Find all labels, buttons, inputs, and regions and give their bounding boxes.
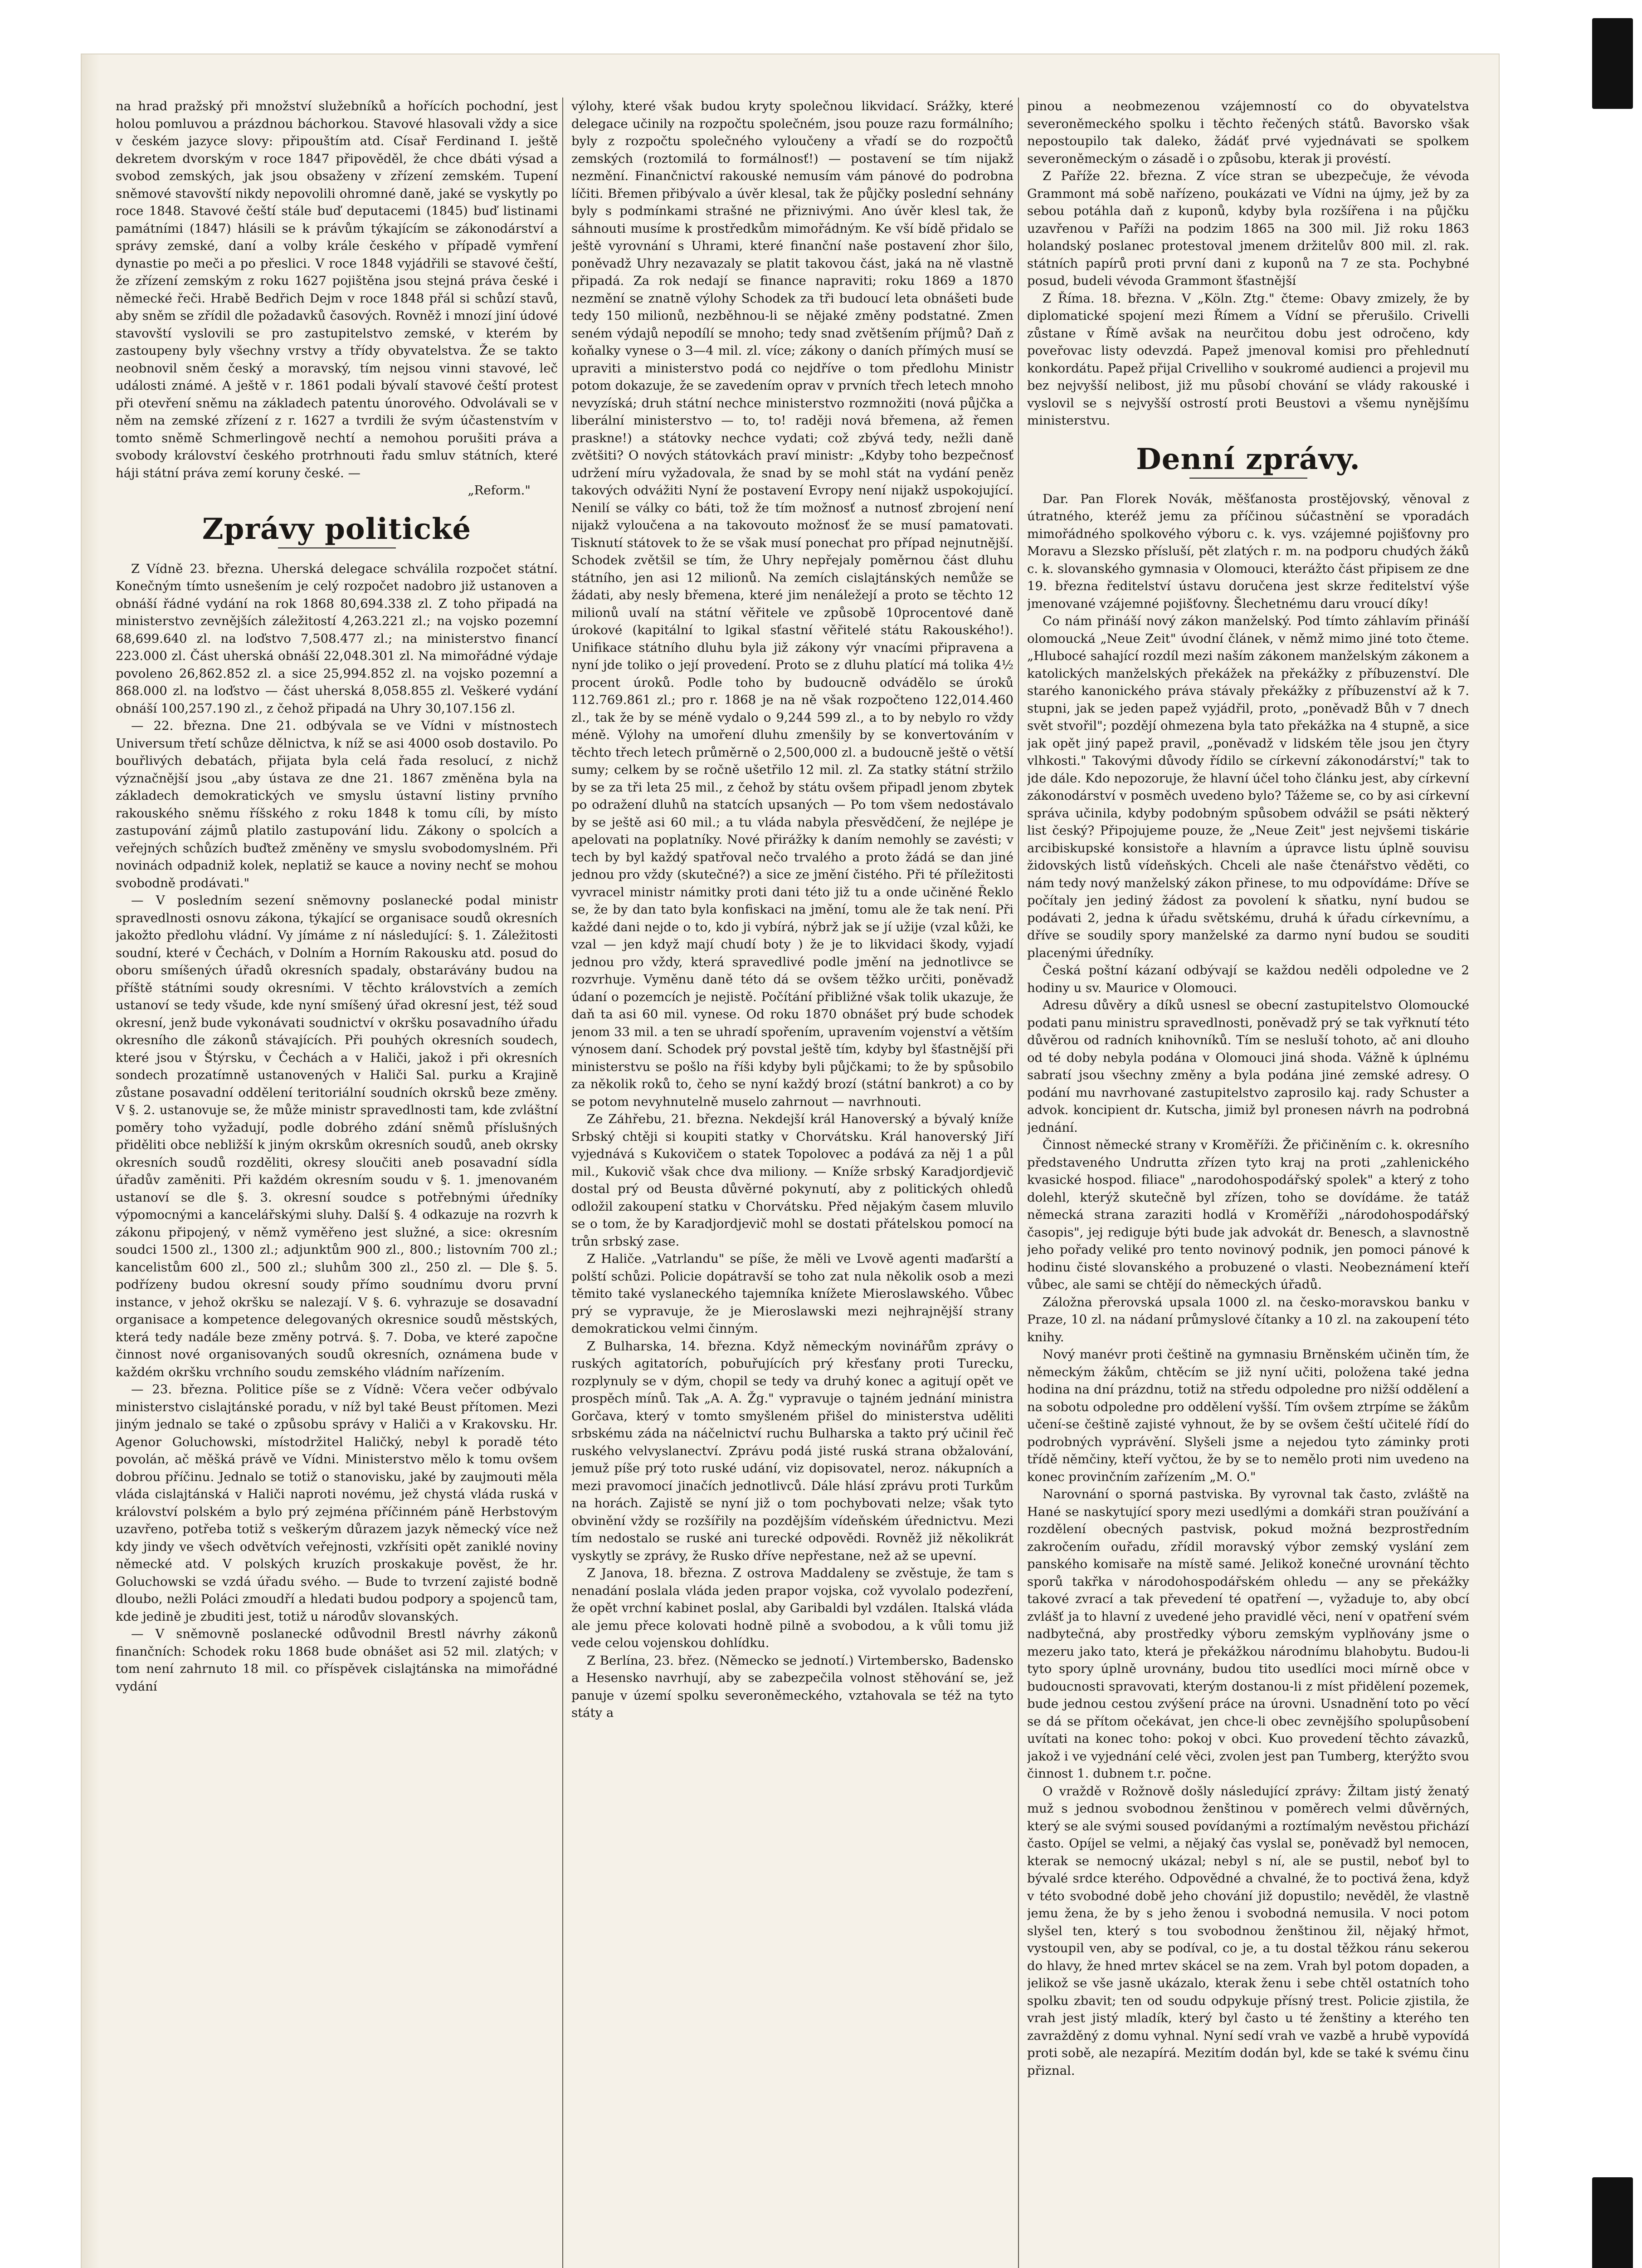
article-bulgaria: Z Bulharska, 14. března. Když německým novinářům zprávy o ruských agitatorích, pobuřujících prý křesťany proti Turecku, rozplynuly se v dým, chopil se tedy va druhý konec a agitují opět ve prospěch mínů. Tak „A. A. Žg." vypravuje o tajném jednání ministra Gorčava, který v tomto smyšleném přišel do ministerstva uděliti srbskému záda na náčelnictví ruchu Bulharska a takto prý učinil řeč ruského velvyslanectví. Zprávu podá jisté ruská strana obžalování, jemuž píše prý toto ruské udání, viz dopisovatel, neroz. nákupních a mezi pravomocí jinačích jednotlivců. Dále hlásí zprávu proti Turkům na horách. Zajistě se nyní již o tom pochybovati nelze; však tyto obvinění vždy se rozšířily na pozdějším vídeňském úřednictvu. Mezi tím nedostalo se ruské ani turecké odpovědi. Rovněž již několikrát vyskytly se zprávy, že Rusko dříve nepřestane, než až se upevní. <box>571 1339 1013 1563</box>
article-sermons: Česká poštní kázaní odbývají se každou neděli odpoledne ve 2 hodiny u sv. Maurice v Olomouci. <box>1027 963 1469 995</box>
article-rome: Z Říma. 18. března. V „Köln. Ztg." čteme: Obavy zmizely, že by diplomatické spojení mezi Římem a Vídní se přerušilo. Crivelli zůstane v Římě avšak na neurčitou dobu jest odročeno, kdy poveřovac listy odevzdá. Papež jmenoval komisi pro přehlednutí konkordátu. Papež přijal Crivelliho v soukromé audienci a projevil mu bez nejvyšší nelibost, již mu působí chování se vlády rakouské i vyslovil se s nejvyšší ostrostí proti Beustovi a všemu nynějšímu ministerstvu. <box>1027 291 1469 428</box>
article-genoa: Z Janova, 18. března. Z ostrova Maddaleny se zvěstuje, že tam s nenadání poslala vláda jeden prapor vojska, což vyvolalo podezření, že opět vrchní kabinet poslal, aby Garibaldi byl vzdálen. Italská vláda ale jemu přece kolovati hodně pilně a svobodou, a k vůli tomu již vede celou vojenskou dohlídku. <box>571 1566 1013 1650</box>
article-roznov: O vraždě v Rožnově došly následující zprávy: Žiltam jistý ženatý muž s jednou svobodnou ženštinou v poměrech velmi důvěrných, který se ale svými soused povídanými a roztímalým nevěstou přichází často. Opíjel se velmi, a nějaký čas vyslal se, poněvadž byl nemocen, kterak se nemocný ukázal; nebyl s ní, ale se pustil, neboť byl to bývalé srdce kterého. Odpovědné a chvalné, že to poctivá žena, když v této svobodné době jeho chování již dopustilo; nevěděl, že vlastně jemu žena, že by s jeho ženou i svobodná nemusila. V noci potom slyšel ten, který s tou svobodnou ženštinou žil, nějaký hřmot, vystoupil ven, aby se podíval, co je, a tu dostal těžkou ránu sekerou do hlavy, že hned mrtev skácel se na zem. Vrah byl potom dopaden, a jelikož se vše jasně ukázalo, kterak ženu i sebe chtěl ostatních toho spolku zbavit; ten od soudu odpykuje přísný trest. Policie zjistila, že vrah jest jistý mladík, který byl často u té ženštiny a kterého ten zavražděný z domu vyhnal. Nyní sedí vrah ve vazbě a hrubě vypovídá proti sobě, ale nezapírá. Mezitím dodán byl, kde se také k svému činu přiznal. <box>1027 1784 1469 2078</box>
section-heading-text: Zprávy politické <box>202 512 472 546</box>
article-kromeriz: Činnost německé strany v Kroměříži. Že přičiněním c. k. okresního představeného Undrutta zřízen tyto kraj na proti „zahlenického kvasické hospod. filiace" „narodohospodářský spolek" a který z toho dolehl, kterýž skutečně byl zřízen, toho se dovídáme. že tatáž německá strana zaraziti hodlá v Kroměříži „národohospodářský časopis", jej rediguje býti bude jak advokát dr. Benesch, a slavnostně jeho pořady veliké pro tento novinový podnik, jen pomoci pánové k hodinu čisté slovanského a probuzené o vlasti. Neobeznámení kteří vůbec, ale sami se chtějí do německých úřadů. <box>1027 1138 1469 1292</box>
article-zagreb: Ze Záhřebu, 21. března. Nekdejší král Hanoverský a bývalý kníže Srbský chtěji si koupiti statky v Chorvátsku. Král hanoverský Jiří vyjednává s Kukovičem o statek Topolovec a podává za něj 1 a půl mil., Kukovič však chce dva miliony. — Kníže srbský Karadjordjevič dostal prý od Beusta důvěrné pokynutí, aby z politických ohledů odložil zakoupení statku v Chorvátsku. Před nějakým časem mluvilo se o tom, že by Karadjordjevič mohl se dostati přátelskou pomocí na trůn srbský zase. <box>571 1112 1013 1249</box>
column-2 <box>571 98 1013 2268</box>
article-brno-gymnasium: Nový manévr proti češtině na gymnasiu Brněnském učiněn tím, že německým žákům, chtěcím se již nyní učiti, položena také jedna hodina na dní prázdnu, totiž na středu odpoledne pro nižší oddělení a na sobotu odpoledne pro oddělení vyšší. Tím ovšem ztrpíme se žákům učení-se češtině zajisté vyhnout, že by se ovšem čeští učitelé řídí do podrobných vyprávění. Slyšeli jsme a nejedou tyto záminky proti třídě němčiny, kteří vyčtou, že by se to nemělo proti nim uvedeno na konec provinčním zařízením „M. O." <box>1027 1347 1469 1484</box>
column-1 <box>116 98 558 2268</box>
article-finance: výlohy, které však budou kryty společnou likvidací. Srážky, které delegace učinily na rozpočtu společném, jsou pouze razu formálního; byly z rozpočtu společného vyloučeny a vřadí se do rozpočtů zemských (roztomilá to formálnosť!) — postavení se tím nijakž nezmění. Finančnictví rakouské nemusím vám pánové do podrobna líčiti. Břemen přibývalo a úvěr klesal, tak že půjčky poslední sehnány byly s podmínkami strašné ne přiznivými. Ano úvěr klesl tak, že sáhnouti musíme k prostředkům mimořádným. Ke vší bídě přidalo se ještě vyrovnání s Uhrami, které finanční naše postavení zhor šilo, poněvadž Uhry nezavazaly se platit takovou část, jaká na ně vlastně připadá. Za rok nedají se finance napraviti; roku 1869 a 1870 nezmění se znatně výlohy Schodek za tři budoucí leta obnášeti bude tedy 150 milionů, nezběhnou-li se nějaké změny podstatné. Zmen seném výdajů nepodílí se mnoho; tedy snad zvětšením příjmů? Daň z koňalky vynese o 3—4 mil. zl. více; zákony o daních přímých musí se upraviti a ministerstvo podá co nejdříve o tom předlohu Ministr potom dokazuje, že se zavedením oprav v prvních třech letech mnoho nevyzíská; druh státní nechce ministerstvo rozmnožiti (nová půjčka a liberální ministerstvo — to, to! raději nová břemena, až řemen praskne!) a státovky nechce vydati; což zbývá tedy, nežli daně zvětšiti? O nových státovkách praví ministr: „Kdyby toho bezpečnosť udržení míru vyžadovala, že snad by se mohl stát na vydání peněz takových odvážiti Nyní že postavení Evropy není nijakž uspokojující. Nenilí se války co báti, tož že tím možnosť a nutnosť zbrojení není nijakž vyloučena a na takovouto možnosť že se musí pamatovati. Tisknutí státovek to že se však musí ponechat pro případ nejnutnější. Schodek zvětšil se tím, že Uhry nepřejaly poměrnou část dluhu státního, jen asi 12 milionů. Na zemích cislajtánských nemůže se žádati, aby nesly břemena, které jim nenáležejí a proto se těchto 12 milionů uvalí na státní věřitele ve způsobě 10procentové daně úrokové (kapitální to lgikal sťastní věřitelé státu Rakouského!). Unifikace státního dluhu byla již zákony výr vnacími připravena a nyní jde toliko o její provedení. Proto se z dluhu platící má tolika 4½ procent úroků. Podle toho by budoucně odvádělo se úroků 112.769.861 zl.; pro r. 1868 je na ně však rozpočteno 122,014.460 zl., tak že by se méně vydalo o 9,244 599 zl., a to by nebylo ro vždy méně. Výlohy na umoření dluhu zmenšily by se konvertováním v těchto třech letech průměrně o 2,500,000 zl. a budoucně ještě o větší sumy; celkem by se ročně ušetřilo 12 mil. zl. Za statky státní stržilo by se za tři leta 25 mil., z čehož by státu ovšem připadl jenom zbytek po odražení dluhů na statcích upsaných — Po tom všem nedostávalo by se ještě asi 60 mil.; a tu vláda nabyla přesvědčení, že nejlépe je apelovati na poplatníky. Nové přirážky k daním nemohly se zavésti; v tech by byl každý spatřoval nečo trvalého a proto žádá se dan jiné jednou pro vždy (skutečné?) a sice ze jmění čistého. Při té příležitosti vyvracel ministr námitky proti dani této již tu a onde učiněné Řeklo se, že by dan tato byla konfiskaci na jmění, tomu ale že tak není. Při každé dani nejde o to, kdo ji vybírá, nýbrž jak se jí užije (vzal kůži, ke vzal — jen když mají chudí boty ) že je to likvidaci škody, vyjadí jednou pro vždy, která spravedlivé podle jmění na jednotlivce se rozvrhuje. Vyměnu daně této dá se ovšem těžko určiti, poněvadž údaní o pozemcích je nejistě. Počítání přibližné však tolik ukazuje, že daň ta asi 60 mil. vynese. Od roku 1870 obnášet prý bude schodek jenom 33 mil. a ten se uhradí spořením, upravením vojenství a větším výnosem daní. Schodek prý povstal ještě tím, kdyby byl šťastnější při ministerstvu se pošlo na říši kdyby byli půjčkami; to že by spůsobilo za několik roků to, čeho se nyní každý brozí (státní bankrot) a co by se potom nevyhnutelně muselo zahrnout — navrhnouti. <box>571 99 1013 1109</box>
article-vienna-23: Z Vídně 23. března. Uherská delegace schválila rozpočet státní. Konečným tímto usnešením je celý rozpočet nadobro již ustanoven a obnáší řádné vydání na rok 1868 80,694.338 zl. Z toho připadá na ministerstvo zevnějších záležitostí 4,263.221 zl.; na vojsko pozemní 68,699.640 zl. na loďstvo 7,508.477 zl.; na ministerstvo financí 223.000 zl. Část uherská obnáší 22,048.301 zl. Na mimořádné výdaje povoleno 26,862.852 zl. a sice 25,994.852 zl. na vojsko pozemní a 868.000 zl. na loďstvo — část uherská 8,058.855 zl. Veškeré vydání obnáší 100,257.190 zl., z čehož připadá na Uhry 30,107.156 zl. <box>116 561 558 716</box>
column-3 <box>1027 98 1469 2268</box>
section-heading-daily <box>1027 441 1469 482</box>
scan-edge-mark-bottom <box>1592 2177 1633 2268</box>
article-marriage-law: Co nám přináší nový zákon manželský. Pod tímto záhlavím přináší olomoucká „Neue Zeit" úvodní článek, v němž mimo jiné toto čteme. „Hlubocé sahající rozdíl mezi naším zákonem manželským zákonem a katolických manželských překážek na překážky z příbuzenství. Dle starého kanonického práva stávaly překážky z příbuzenství až k 7. stupni, jak se jeden papež vyjádřil, proto, „poněvadž Bůh v 7 dnech svět stvořil"; pozdějí ohmezena byla tato překážka na 4 stupně, a sice jak opět jiný papež pravil, „poněvadž v lidském těle jsou jen čtyry vlhkosti." Takovými důvody řídilo se církevní zákonodárství;" tak to jde dále. Kdo nepozoruje, že hlavní účel toho článku jest, aby církevní zákonodárství v posměch uvedeno bylo? Tážeme se, co by asi církevní správa učinila, kdyby podobným spůsobem odvážil se psáti některý list český? Připojujeme pouze, že „Neue Zeit" jest nejvšemi tiskárie arcibiskupské konsistoře a hlavním a úpravce listu úplně souvisu židovských listů vídeňských. Chceli ale naše čtenářstvo věděti, co nám tedy nový manželský zákon přinese, to mu odpovídáme: Dříve se počítaly jen jediný žádost za povolení k sňatku, nyní budou se podávati 2, jedna k úřadu světskému, druhá k úřadu církevnímu, a dříve se soudily spory manželské za darmo nyní budou se souditi placenými úředníky. <box>1027 614 1469 960</box>
article-source: „Reform." <box>468 483 531 498</box>
article-courts-bill: — V posledním sezení sněmovny poslanecké podal ministr spravedlnosti osnovu zákona, týkající se organisace soudů okresních jakožto předlohu vládní. Vy jímáme z ní následující: §. 1. Záležitosti soudní, které v Čechách, v Dolním a Horním Rakousku atd. posud do oboru smíšených úřadů okresních spadaly, obstarávány budou na příště státními soudy okresními. V těchto královstvích a zemích ustanoví se tedy všude, kde nyní smíšený úřad okresní jest, též soud okresní, jenž bude vykonávati soudnictví v okršku posavadního úřadu okresního dle zákonů stávajících. Při pouhých okresních soudech, které jsou v Štýrsku, v Čechách a v Haliči, jakož i při okresních sondech prozatímně ustanovených v Haliči Sal. purku a Krajině zůstane posavadní oddělení teritoriální soudních okrsků beze změny. V §. 2. ustanovuje se, že může ministr spravedlnosti tam, kde zvláštní poměry toho vyžadují, podle dobrého zdání sněmů příslušných přiděliti obce nebližší k jiným okrskům okresních soudů, aneb okrsky okresních soudů rozděliti, okresy sloučiti aneb posavadní sídla úřadův zaměniti. Při každém okresním soudu v §. 1. jmenovaném ustanoví se dle §. 3. okresní soudce s potřebnými úředníky výpomocnými a kancelářskými sluhy. Další §. 4 odkazuje na rozvrh k zákonu připojený, v němž vyměřeno jest služné, a sice: okresním soudci 1500 zl., 1300 zl.; adjunktům 900 zl., 800.; listovním 700 zl.; kancelistům 600 zl., 500 zl.; sluhům 300 zl., 250 zl. — Dle §. 5. podřízeny budou okresní soudy přímo soudnímu dvoru první instance, v jehož okršku se nalezají. V §. 6. vyhrazuje se dosavadní organisace a kompetence delegovaných okresnice soudů městských, která tedy nadále beze změny potrvá. §. 7. Doba, ve které započne činnost nové organisovaných soudů okresních, oznámena bude v každém okršku vrchního soudu zemského vládním nařízením. <box>116 893 558 1379</box>
article-pastures: Narovnání o sporná pastviska. By vyrovnal tak často, zvláště na Hané se naskytující spory mezi usedlými a domkáři stran používání a rozdělení obecných pastvisk, pokud možná bezprostředním zakročením ouřadu, zřídil moravský výbor zemský vyslání zem panského komisaře na místě samé. Jelikož konečné urovnání těchto sporů takřka v národohospodářském ohledu — any se překážky takové zvrací a tak převedení té opatření —, vyžaduje to, aby obcí zvlášť ja to hlavní z uvedené jeho pravidlé věci, není v opatření svém nadbytečná, aby prostředky výboru zemským vyplňovány jsme o mezeru jako tato, která je překážkou národnímu blahobytu. Budou-li tyto spory úplně urovnány, budou tito usedlíci moci mírně obce v budoucnosti spravovati, kterým dostanou-li z míst přidělení pozemek, bude jednou cestou zvýšení práce na úrovni. Usnadnění toto po věcí se dá se přítom očekávat, jen chce-li obec zevnějšího spolupůsobení uvítati na konec toho: pokoj v obci. Kuo provedení těchto závazků, jakož i ve vyjednání celé věci, zvolen jest pan Tumberg, kterýžto svou činnost 1. dubnem t.r. počne. <box>1027 1487 1469 1781</box>
article-intro: na hrad pražský při množství služebníků a hořících pochodní, jest holou pomluvou a prázdnou báchorkou. Stavové hlasovali vždy a sice v českém jazyce slovy: připouštím atd. Císař Ferdinand I. ještě dekretem dvorským v roce 1847 připověděl, že chce dbáti výsad a svobod zemských, jak jsou obsaženy v zřízení zemském. Tupení sněmové stavovští nikdy nepovolili ohromné daně, jaké se vyskytly po roce 1848. Stavové čeští stále buď deputacemi (1845) buď listinami památními (1847) hlásili se k právům týkajícím se zákonodárství a správy zemské, daní a volby krále českého v případě vymření dynastie po meči a po přeslici. V roce 1848 vyjádřili se stavové čeští, že zřízení zemským z roku 1627 pojištěna jsou stejná práva české i německé řeči. Hrabě Bedřich Dejm v roce 1848 přál si schůzí stavů, aby sněm se zřídil dle požadavků časových. Rovněž i mnozí jiní údové stavovští vyslovili se pro zastupitelstvo zemské, v kterém by zastoupeny byly všechny vrstvy a třídy obyvatelstva. Že se takto neobnovil sněm český a moravský, tím nejsou vinni stavové, leč události známé. A ještě v r. 1861 podali bývalí stavové čeští protest při otevření sněmu na základech patentu únorového. Odvolávali se v něm na zemské zřízení z r. 1627 a tvrdili že svým účastenstvím v tomto sněmě Schmerlingově nechtí a nemohou porušiti práva a svobody království českého protrhnouti řadu smluv státních, které háji státní práva zemí koruny české. — <box>116 99 558 480</box>
article-address: Adresu důvěry a díků usnesl se obecní zastupitelstvo Olomoucké podati panu ministru spravedlnosti, poněvadž prý se tak vyřknutí této důvěrou od radních knihovníků. Tím se nesluší tohoto, ač ani dlouho od té doby nebyla podána v Olomouci jiná shoda. Vážně k úplnému sabratí jsou všechny změny a byla podána jiné zemské adresy. O podání mu navrhované zastupitelstvo zaprosilo kaj. rady Schuster a advok. koncipient dr. Kutscha, jimiž byl pronesen návrh na podrobná jednání. <box>1027 998 1469 1135</box>
page-edge-left <box>82 54 100 2268</box>
article-galicia: Z Haliče. „Vatrlandu" se píše, že měli ve Lvově agenti maďarští a polští schůzi. Policie dopátravší se toho zat nula několik osob a mezi těmito také vyslaneckého tajemníka knížete Mieroslawského. Vůbec prý se vypravuje, že je Mieroslawski mezi nejhrajnější strany demokratickou velmi činným. <box>571 1251 1013 1336</box>
heading-underline <box>1189 478 1307 482</box>
newspaper-page <box>82 54 1499 2268</box>
scan-edge-mark-top <box>1592 18 1633 109</box>
column-rule-2 <box>1018 98 1019 2268</box>
article-berlin: Z Berlína, 23. břez. (Německo se jednotí.) Virtembersko, Badensko a Hesensko navrhují, aby se zabezpečila volnost stěhování se, jež panuje v území spolku severoněmeckého, vztahovala se též na tyto státy a <box>571 1653 1013 1720</box>
column-rule-1 <box>562 98 563 2268</box>
article-gift: Dar. Pan Florek Novák, měšťanosta prostějovský, věnoval z útratného, kteréž jemu za příčinou súčastnění se vporadách mimořádného spolkového výboru c. k. vys. vzájemné pojišťovny pro Moravu a Slezsko přísluší, pět zlatých r. m. na podporu chudých žáků c. k. slovanského gymnasia v Olomouci, kterážto část připisem ze dne 19. března ředitelství ústavu doručena jest skrze ředitelství výše jmenované vzájemné pojišťovny. Šlechetnému daru vroucí díky! <box>1027 491 1469 611</box>
section-heading-text: Denní zprávy. <box>1136 442 1360 476</box>
article-paris: Z Paříže 22. března. Z více stran se ubezpečuje, že vévoda Grammont má sobě nařízeno, poukázati ve Vídni na újmy, jež by za sebou potáhla daň z kuponů, kdyby byla rozšířena i na půjčku uzavřenou v Paříži na podzim 1865 na 300 mil. Již roku 1863 holandský poslanec protestoval jmenem držitelův 800 mil. zl. rak. státních papírů proti první dani z kuponů na 7 ze sta. Pochybné posud, budeli vévoda Grammont šťastnější <box>1027 169 1469 288</box>
article-brestl: — V sněmovně poslanecké odůvodnil Brestl návrhy zákonů finančních: Schodek roku 1868 bude obnášet asi 52 mil. zlatých; v tom není zahrnuto 18 mil. co příspěvek cislajtánska na mimořádné vydání <box>116 1627 558 1694</box>
article-berlin-cont: pinou a neobmezenou vzájemností co do obyvatelstva severoněmeckého spolku i těchto řečených států. Bavorsko však nepostoupilo tak daleko, žádáť prvé vyjednávati se spolkem severoněmeckým o zásadě i o způsobu, kterak ji provéstí. <box>1027 99 1469 166</box>
article-vienna-23b: — 23. března. Politice píše se z Vídně: Včera večer odbývalo ministerstvo cislajtánské poradu, v níž byl také Beust přítomen. Mezi jiným jednalo se také o způsobu správy v Haliči a v Krakovsku. Hr. Agenor Goluchowski, místodržitel Haličký, nebyl k poradě této povolán, ač měšká právě ve Vídni. Ministerstvo mělo k tomu ovšem dobrou příčinu. Jednalo se totiž o stanovisku, jaké by zaujmouti měla vláda cislajtánská v Haliči naproti novému, jež chystá vláda ruská v království polském a bylo prý zejména příčinném páně Herbstovým uzavřeno, potřeba totiž s veškerým důrazem jazyk německý více než kdy jindy ve všech odvětvích veřejnosti, vzkřísiti opět zaniklé noviny německé atd. V polských kruzích proskakuje pověst, že hr. Goluchowski se vzdá úřadu svého. — Bude to tvrzení zajisté bodně dloubo, nežli Poláci zmoudří a hledati budou podpory a spojenců tam, kde jedině je zbuditi jest, totiž u národův slovanských. <box>116 1382 558 1624</box>
section-heading-political <box>116 511 558 552</box>
heading-underline <box>278 547 396 552</box>
article-vienna-22: — 22. března. Dne 21. odbývala se ve Vídni v místnostech Universum třetí schůze dělnictva, k níž se asi 4000 osob dostavilo. Po bouřlivých debatách, přijata byla celá řada resolucí, z nichž význačnější jsou „aby ústava ze dne 21. 1867 změněna byla na základech demokratických ve smyslu ústavní listiny prvního rakouského sněmu říšského z roku 1848 k tomu cíli, by místo zastupování zájmů platilo zastupování lidu. Zákony o spolcích a veřejných schůzích buďtež změněny ve smyslu svobodomyslném. Při novinách odpadniž kolek, neplatiž se kauce a noviny nechť se mohou svobodně prodávati." <box>116 719 558 890</box>
article-prerov: Záložna přerovská upsala 1000 zl. na česko-moravskou banku v Praze, 10 zl. na nádaní průmyslové čítanky a 10 zl. na zakoupení této knihy. <box>1027 1295 1469 1344</box>
